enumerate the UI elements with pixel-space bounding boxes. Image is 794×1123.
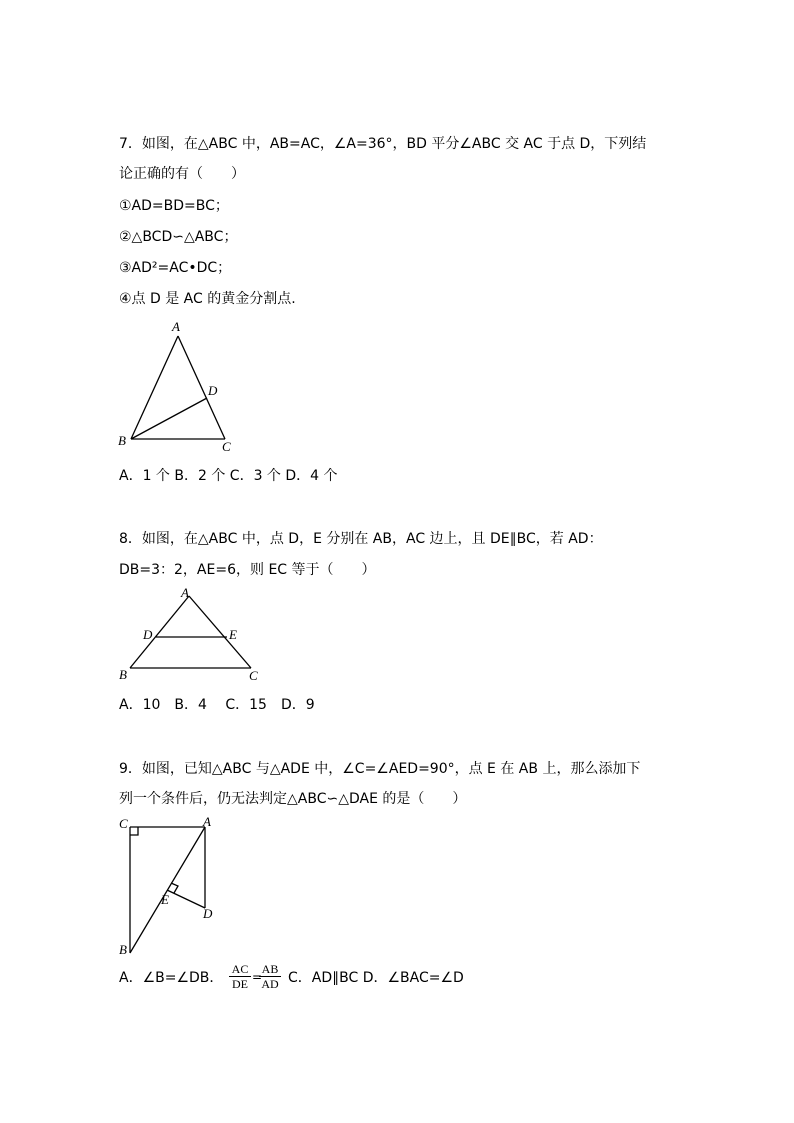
q9-stem-line2: 列一个条件后，仍无法判定△ABC∽△DAE 的是（ ） [119,791,467,807]
q9-equals-sign: = [252,970,263,984]
q7-segment-bd [131,398,207,439]
q9-fraction1-denominator: DE [232,977,248,991]
q9-fraction2-denominator: AD [261,977,279,991]
q7-stem-line2: 论正确的有（ ） [119,166,245,182]
q8-label-a: A [181,585,189,600]
q7-options: A．1 个 B．2 个 C．3 个 D．4 个 [119,468,338,484]
q7-side-ab [131,336,178,439]
q9-label-d: D [203,906,213,921]
q9-fraction2-numerator: AB [259,962,281,977]
q9-label-a: A [203,814,211,829]
q8-label-d: D [143,627,153,642]
q9-label-e: E [161,892,169,907]
q8-side-ac [189,596,251,668]
q9-fraction-ac-de [229,962,251,991]
q7-statement-2: ②△BCD∽△ABC； [119,229,238,245]
q7-statement-3: ③AD²=AC•DC； [119,260,232,276]
q8-stem-line2: DB=3：2，AE=6，则 EC 等于（ ） [119,562,376,578]
q8-label-b: B [119,667,127,682]
q9-fraction-ab-ad [259,962,281,991]
q7-statement-1: ①AD=BD=BC； [119,198,229,214]
q7-figure [110,318,250,458]
q9-segment-ed [167,890,205,908]
q9-options-rest: C．AD∥BC D．∠BAC=∠D [288,970,464,986]
q9-stem-line1: 9．如图，已知△ABC 与△ADE 中，∠C=∠AED=90°，点 E 在 AB 上，那么添加下 [119,761,641,777]
q9-right-angle-c [130,827,138,835]
q8-label-c: C [249,668,258,683]
q7-label-d: D [208,383,218,398]
q9-label-b: B [119,942,127,957]
q8-stem-line1: 8．如图，在△ABC 中，点 D，E 分别在 AB，AC 边上，且 DE∥BC，若 AD： [119,531,603,547]
q8-label-e: E [229,627,237,642]
q8-options: A．10 B．4 C．15 D．9 [119,697,315,713]
q7-stem-line1: 7．如图，在△ABC 中，AB=AC，∠A=36°，BD 平分∠ABC 交 AC 于点 D，下列结 [119,136,647,152]
q7-label-c: C [222,439,231,454]
q8-figure [110,582,270,687]
q7-label-a: A [172,319,180,334]
q8-side-ab [130,596,189,668]
q9-fraction1-numerator: AC [229,962,251,977]
q9-label-c: C [119,816,128,831]
q7-side-ac [178,336,225,439]
q9-option-a: A．∠B=∠DB． [119,970,224,986]
q9-figure [110,810,230,960]
q7-statement-4: ④点 D 是 AC 的黄金分割点. [119,291,296,307]
q9-right-angle-e [171,883,178,893]
q7-label-b: B [118,433,126,448]
